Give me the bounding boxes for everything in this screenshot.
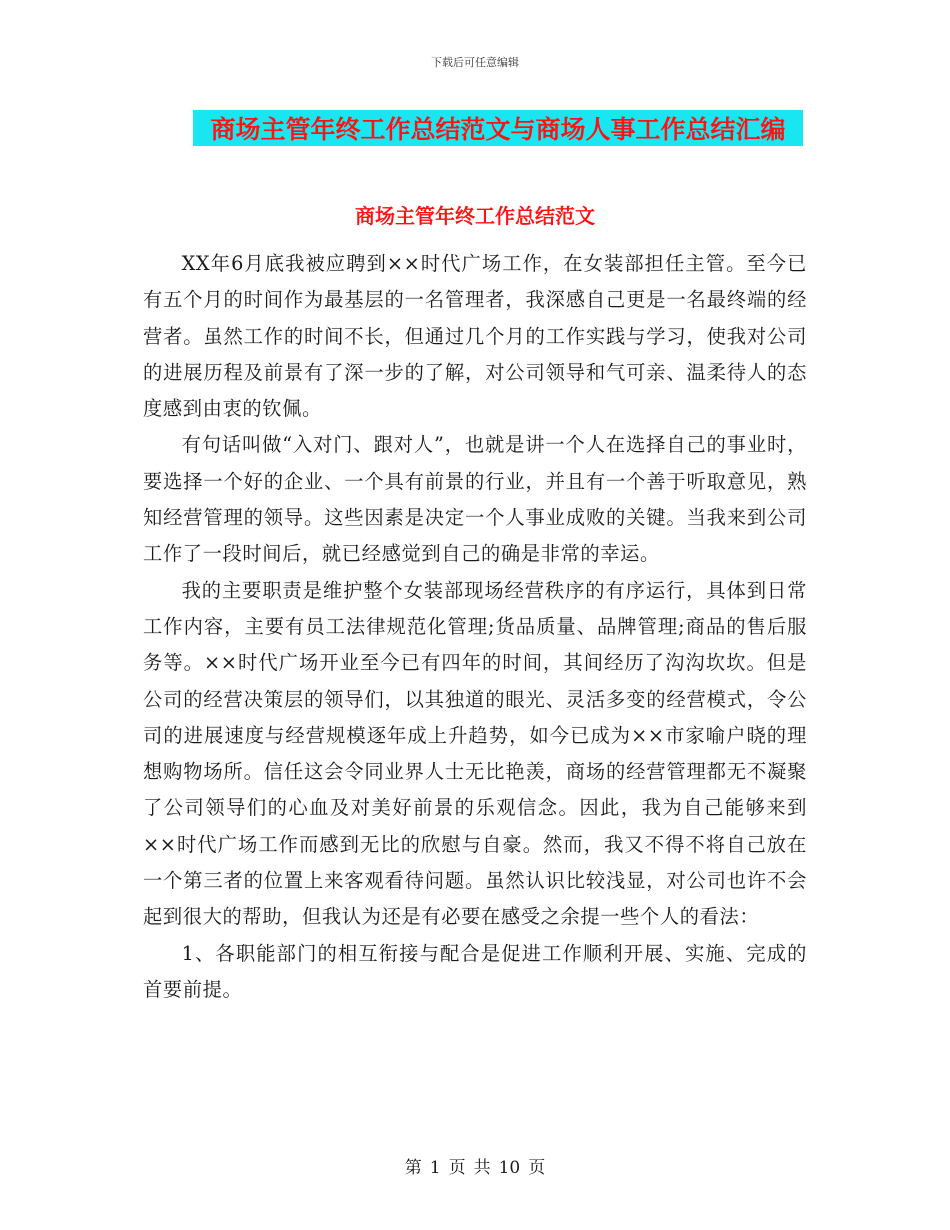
paragraph: 1、各职能部门的相互衔接与配合是促进工作顺利开展、实施、完成的首要前提。 bbox=[143, 941, 807, 1001]
paragraph: 有句话叫做“入对门、跟对人”，也就是讲一个人在选择自己的事业时，要选择一个好的企业、一个具有前景的行业，并且有一个善于听取意见，熟知经营管理的领导。这些因素是决定一个人事业成败的关键。当我来到公司工作了一段时间后，就已经感觉到自己的确是非常的幸运。 bbox=[143, 433, 807, 566]
header-note: 下载后可任意编辑 bbox=[431, 56, 519, 69]
section-title: 商场主管年终工作总结范文 bbox=[355, 204, 595, 228]
footer-total-pages: 10 bbox=[498, 1158, 521, 1178]
paragraph: XX年6月底我被应聘到××时代广场工作，在女装部担任主管。至今已有五个月的时间作为最基层的一名管理者，我深感自己更是一名最终端的经营者。虽然工作的时间不长，但通过几个月的工作实践与学习，使我对公司的进展历程及前景有了深一步的了解，对公司领导和气可亲、温柔待人的态度感到由衷的钦佩。 bbox=[143, 252, 807, 421]
footer-current-page: 1 bbox=[429, 1158, 441, 1178]
paragraph: 我的主要职责是维护整个女装部现场经营秩序的有序运行，具体到日常工作内容，主要有员工法律规范化管理;货品质量、品牌管理;商品的售后服务等。××时代广场开业至今已有四年的时间，其间经历了沟沟坎坎。但是公司的经营决策层的领导们，以其独道的眼光、灵活多变的经营模式，令公司的进展速度与经营规模逐年成上升趋势，如今已成为××市家喻户晓的理想购物场所。信任这会令同业界人士无比艳羡，商场的经营管理都无不凝聚了公司领导们的心血及对美好前景的乐观信念。因此，我为自己能够来到××时代广场工作而感到无比的欣慰与自豪。然而，我又不得不将自己放在一个第三者的位置上来客观看待问题。虽然认识比较浅显，对公司也许不会起到很大的帮助，但我认为还是有必要在感受之余提一些个人的看法： bbox=[143, 578, 807, 929]
footer-label-total: 共 bbox=[473, 1158, 491, 1178]
document-title-highlight bbox=[193, 110, 803, 146]
page-footer bbox=[0, 1153, 950, 1178]
document-body bbox=[143, 246, 807, 1008]
footer-label-unit-end: 页 bbox=[528, 1158, 546, 1178]
document-title: 商场主管年终工作总结范文与商场人事工作总结汇编 bbox=[210, 115, 786, 144]
footer-label-page: 第 bbox=[404, 1158, 422, 1178]
footer-label-unit: 页 bbox=[448, 1158, 466, 1178]
